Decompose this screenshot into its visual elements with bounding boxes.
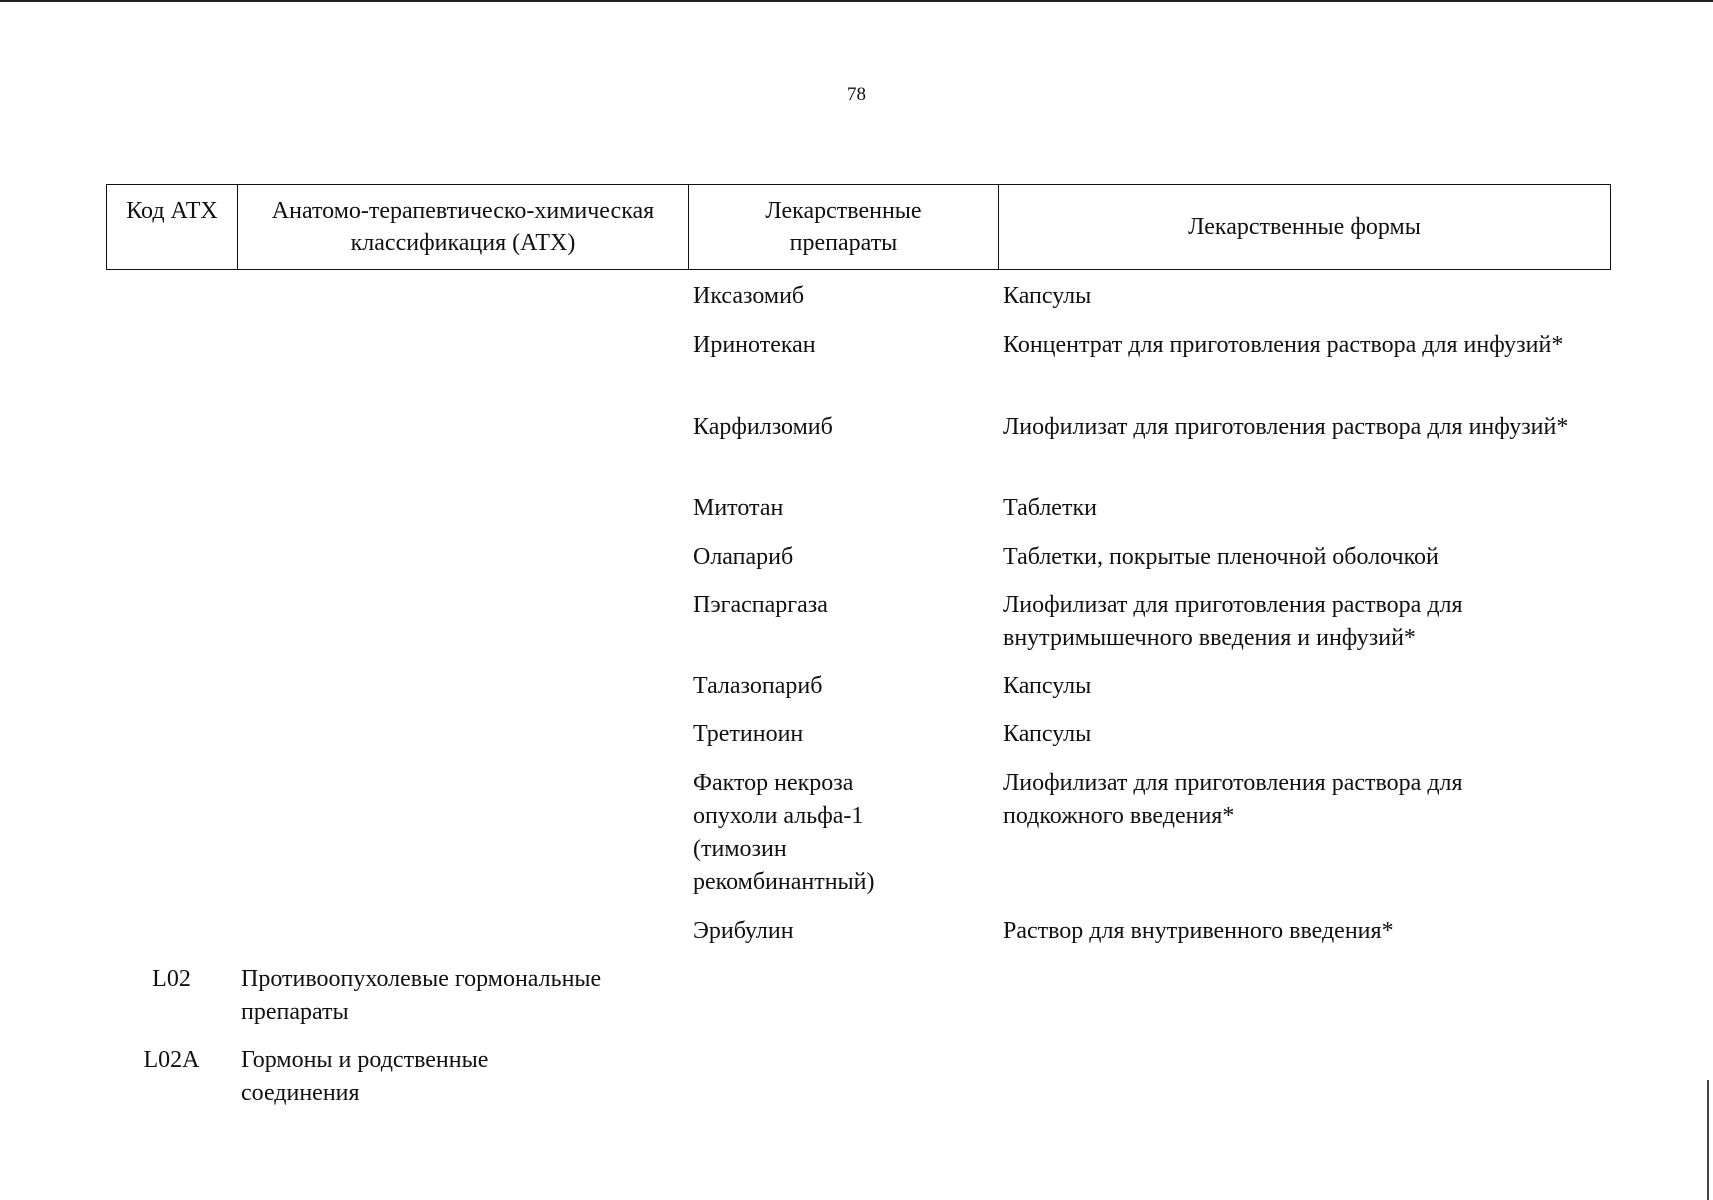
drug-form: Лиофилизат для приготовления раствора для подкожного введения*	[1003, 770, 1463, 829]
header-forms	[999, 185, 1610, 269]
atc-class-name: Гормоны и родственные соединения	[241, 1047, 489, 1106]
drug-form: Лиофилизат для приготовления раствора для инфузий*	[1003, 414, 1569, 440]
drug-form: Капсулы	[1003, 721, 1092, 747]
drug-name: Талазопариб	[693, 673, 823, 699]
drug-name: Эрибулин	[693, 918, 794, 944]
header-drugs	[689, 185, 999, 269]
atc-code: L02A	[143, 1047, 200, 1073]
drug-name: Карфилзомиб	[693, 414, 833, 440]
drug-name: Олапариб	[693, 544, 794, 570]
drug-form: Концентрат для приготовления раствора для инфузий*	[1003, 332, 1564, 358]
drug-form: Капсулы	[1003, 283, 1092, 309]
drug-name: Митотан	[693, 495, 784, 521]
drug-name: Иксазомиб	[693, 283, 805, 309]
drug-name: Фактор некроза опухоли альфа-1 (тимозин рекомбинантный)	[693, 770, 875, 895]
header-drugs-label: Лекарственные препараты	[765, 198, 922, 256]
drug-form: Таблетки, покрытые пленочной оболочкой	[1003, 544, 1439, 570]
page-right-edge	[1707, 1080, 1709, 1200]
header-classification-label: Анатомо-терапевтическо-химическая классификация (АТХ)	[271, 198, 655, 256]
page-number: 78	[847, 84, 866, 105]
header-forms-label: Лекарственные формы	[1188, 214, 1421, 240]
drug-form: Лиофилизат для приготовления раствора для внутримышечного введения и инфузий*	[1003, 592, 1463, 651]
drug-name: Третиноин	[693, 721, 804, 747]
drug-name: Иринотекан	[693, 332, 816, 358]
drug-form: Раствор для внутривенного введения*	[1003, 918, 1394, 944]
header-classification	[238, 185, 689, 269]
page-top-edge	[0, 0, 1713, 2]
drug-name: Пэгаспаргаза	[693, 592, 828, 618]
drug-form: Таблетки	[1003, 495, 1097, 521]
header-code	[107, 185, 238, 269]
drug-form: Капсулы	[1003, 673, 1092, 699]
atc-class-name: Противоопухолевые гормональные препараты	[241, 966, 602, 1025]
atc-code: L02	[152, 966, 191, 992]
header-code-label: Код АТХ	[126, 198, 218, 224]
table-header	[106, 184, 1611, 270]
